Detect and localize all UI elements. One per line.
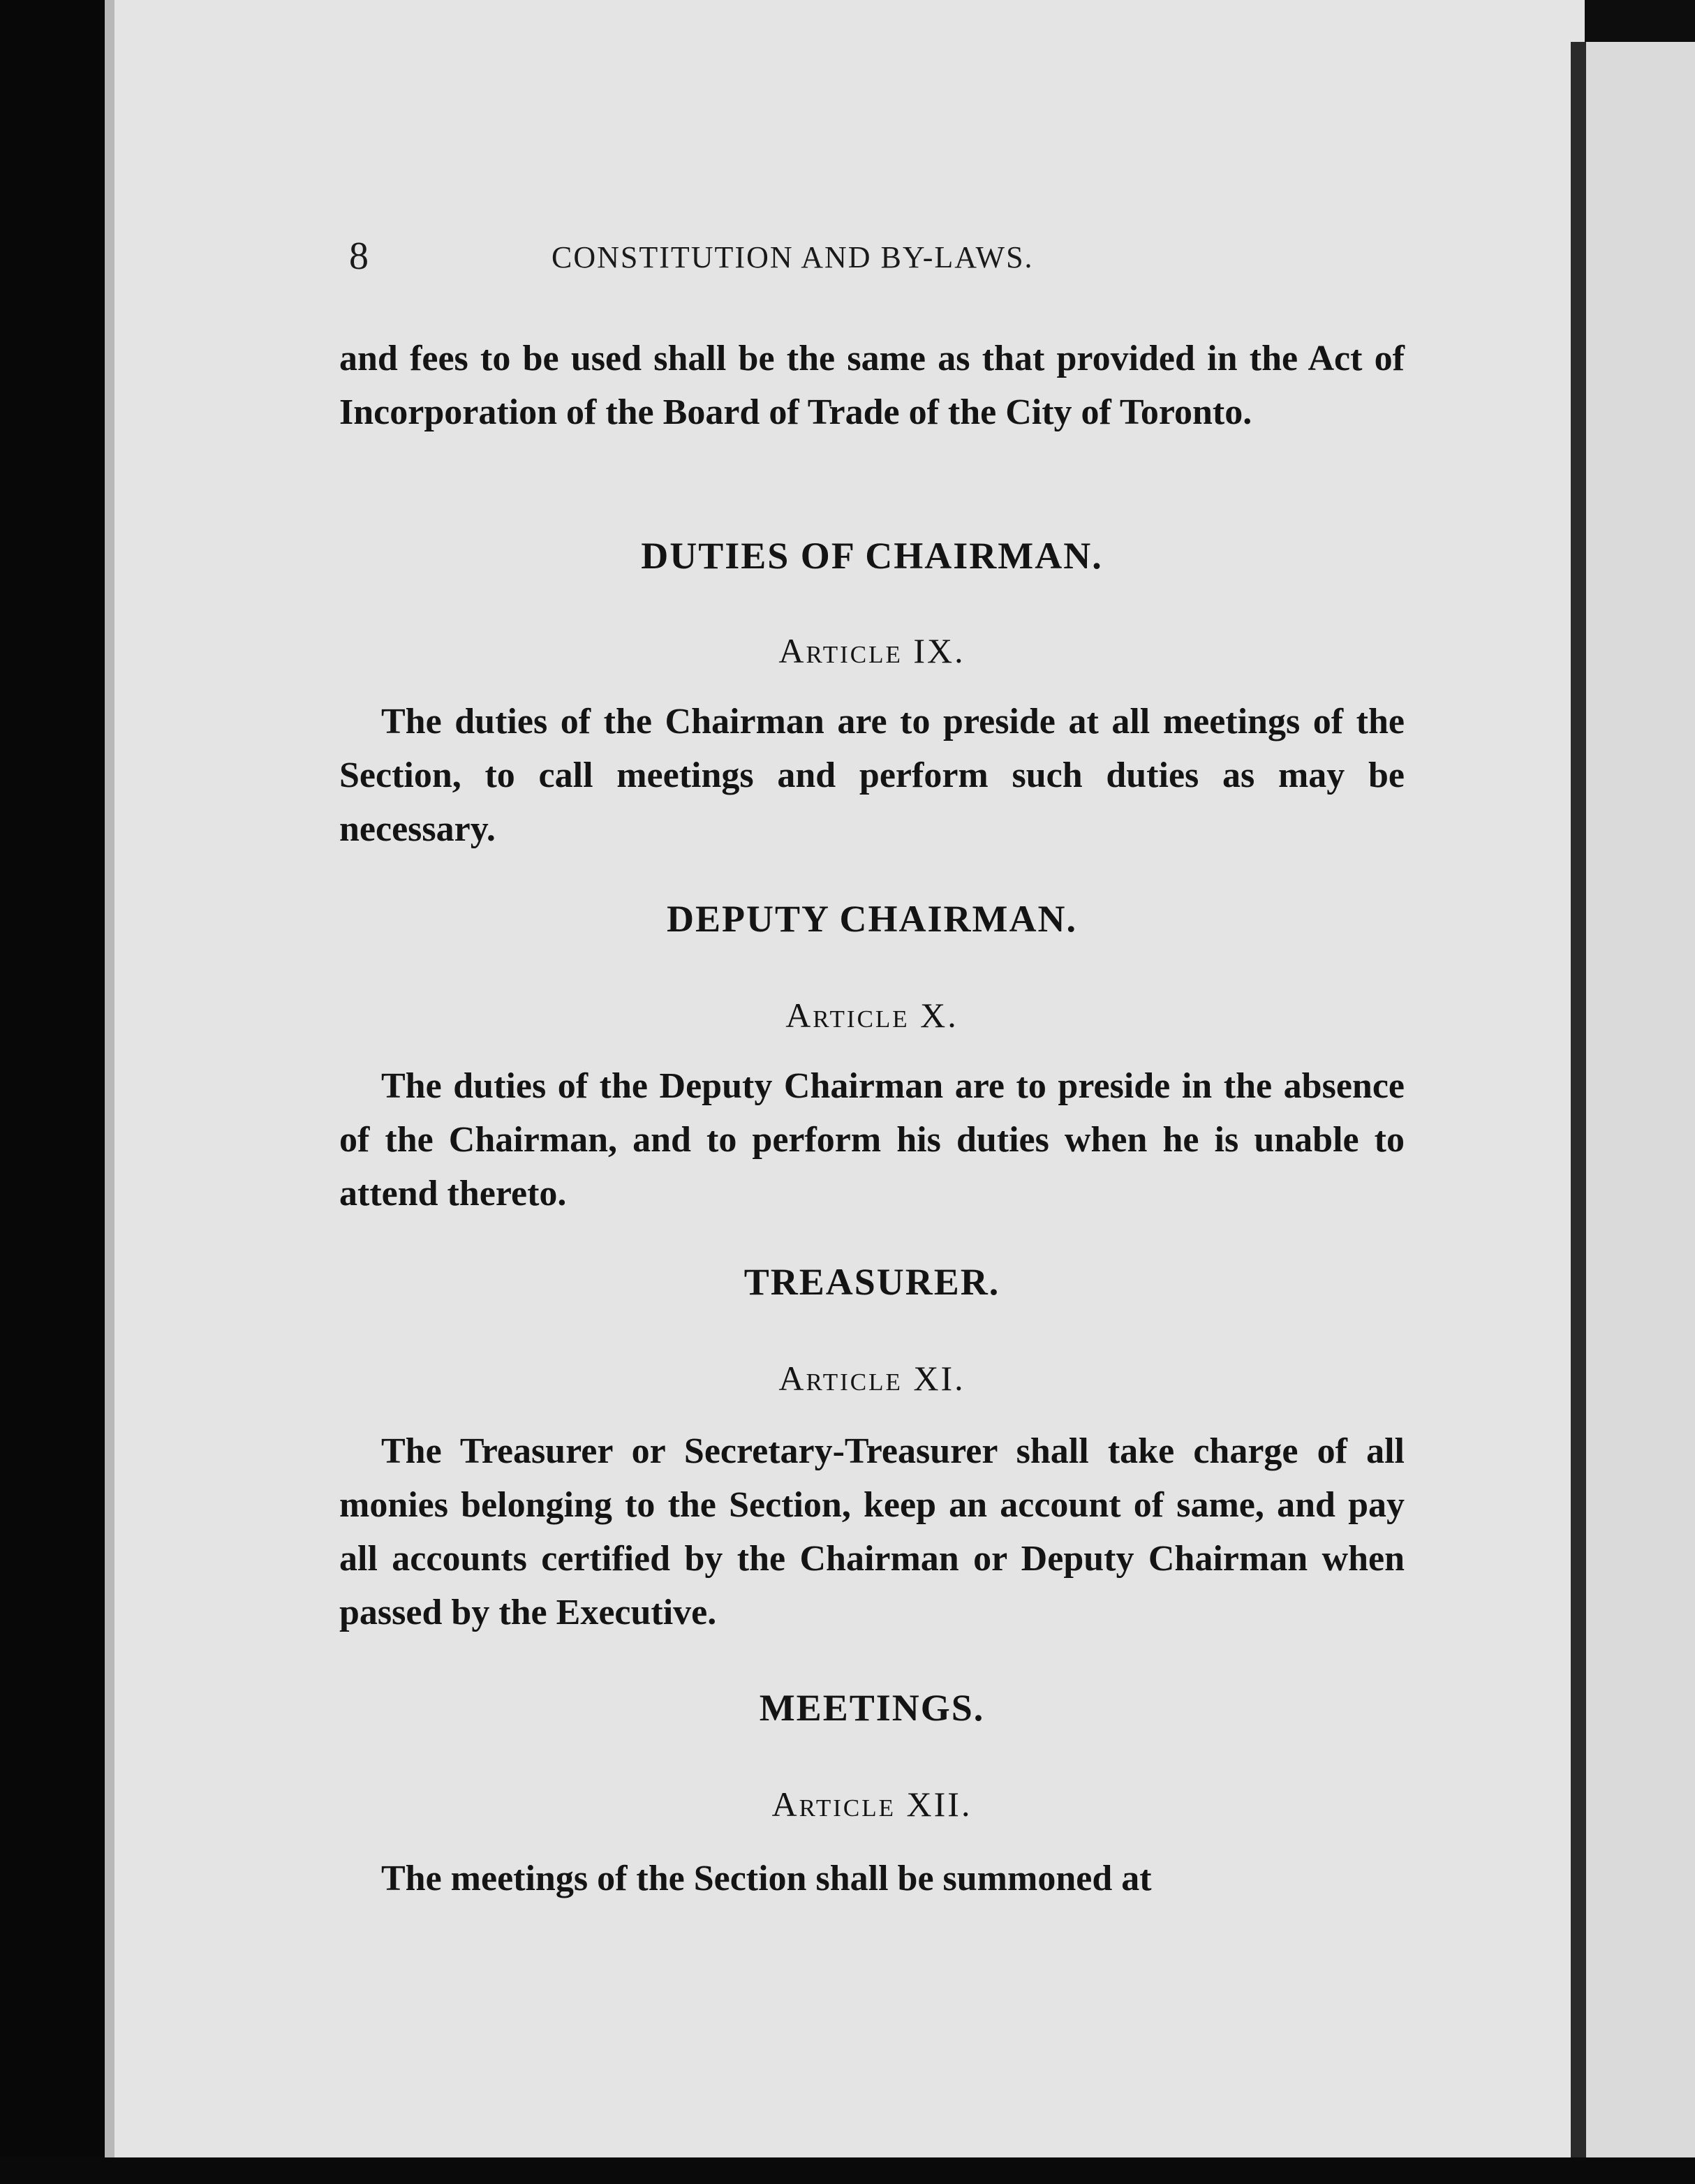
article-label-xii: Article XII.: [771, 1785, 972, 1824]
section-heading-duties-of-chairman: DUTIES OF CHAIRMAN.: [641, 535, 1103, 577]
page-number: 8: [349, 235, 369, 278]
adjacent-page: [1586, 42, 1695, 2164]
article-text-xi: The Treasurer or Secretary-Treasurer shall take charge of all monies belonging to the Section, keep an account of same, and pay all accounts certified by the Chairman or Deputy Chairman when passed by the Executive.: [339, 1431, 1405, 1632]
article-text-ix: The duties of the Chairman are to preside at all meetings of the Section, to call meetings and perform such duties as may be necessary.: [339, 702, 1405, 849]
section-heading-meetings: MEETINGS.: [759, 1687, 985, 1729]
article-label-x: Article X.: [785, 996, 958, 1035]
article-label-ix: Article IX.: [778, 631, 965, 670]
continuation-paragraph: and fees to be used shall be the same as that provided in the Act of Incorporation of the Board of Trade of the City of Toronto.: [339, 339, 1405, 432]
scan-background: [0, 0, 105, 2184]
section-heading-treasurer: TREASURER.: [743, 1261, 1000, 1303]
running-title: CONSTITUTION AND BY-LAWS.: [552, 240, 1034, 274]
section-heading-deputy-chairman: DEPUTY CHAIRMAN.: [667, 898, 1077, 940]
article-text-x: The duties of the Deputy Chairman are to preside in the absence of the Chairman, and to perform his duties when he is unable to attend thereto.: [339, 1066, 1405, 1213]
scan-border-bottom: [0, 2157, 1695, 2184]
article-text-xii: The meetings of the Section shall be summoned at: [381, 1859, 1152, 1898]
page-gutter: [1571, 42, 1586, 2164]
article-label-xi: Article XI.: [778, 1359, 965, 1398]
running-head: [349, 234, 1403, 276]
